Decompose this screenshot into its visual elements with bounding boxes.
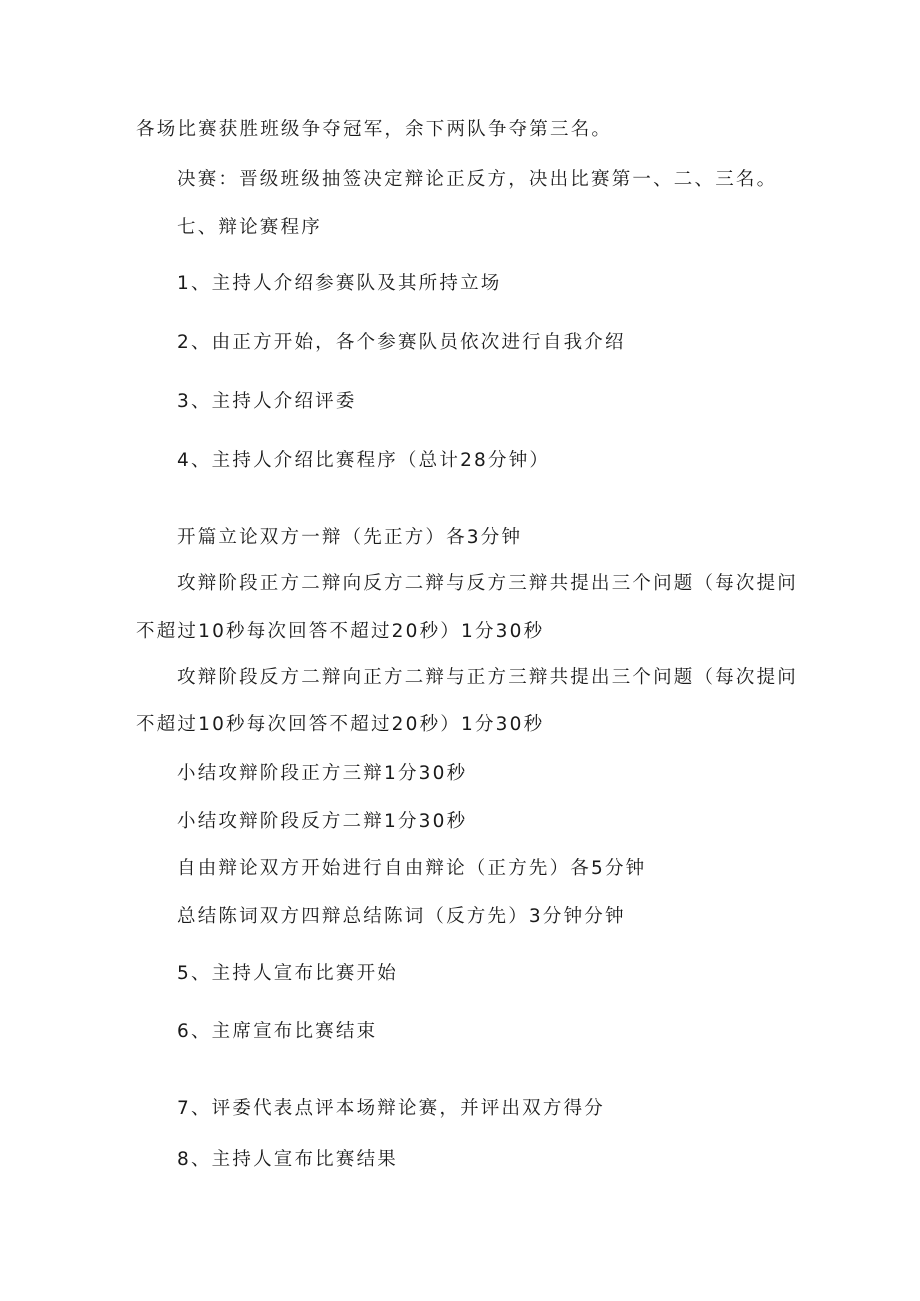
- list-item: 8、主持人宣布比赛结果: [177, 1149, 398, 1170]
- paragraph-line: 各场比赛获胜班级争夺冠军，余下两队争夺第三名。: [136, 119, 613, 140]
- procedure-line: 不超过10秒每次回答不超过20秒）1分30秒: [136, 714, 545, 735]
- procedure-line: 小结攻辩阶段正方三辩1分30秒: [177, 763, 468, 784]
- section-heading: 七、辩论赛程序: [177, 217, 322, 238]
- list-item: 1、主持人介绍参赛队及其所持立场: [177, 273, 502, 294]
- procedure-line: 不超过10秒每次回答不超过20秒）1分30秒: [136, 621, 545, 642]
- list-item: 4、主持人介绍比赛程序（总计28分钟）: [177, 450, 551, 471]
- procedure-line: 自由辩论双方开始进行自由辩论（正方先）各5分钟: [177, 858, 647, 879]
- list-item: 2、由正方开始，各个参赛队员依次进行自我介绍: [177, 332, 626, 353]
- paragraph-line: 决赛：晋级班级抽签决定辩论正反方，决出比赛第一、二、三名。: [177, 169, 778, 190]
- procedure-line: 攻辩阶段正方二辩向反方二辩与反方三辩共提出三个问题（每次提问: [177, 573, 799, 594]
- list-item: 6、主席宣布比赛结束: [177, 1021, 378, 1042]
- procedure-line: 攻辩阶段反方二辩向正方二辩与正方三辩共提出三个问题（每次提问: [177, 667, 799, 688]
- procedure-line: 总结陈词双方四辩总结陈词（反方先）3分钟分钟: [177, 906, 626, 927]
- list-item: 3、主持人介绍评委: [177, 391, 357, 412]
- list-item: 7、评委代表点评本场辩论赛，并评出双方得分: [177, 1098, 605, 1119]
- list-item: 5、主持人宣布比赛开始: [177, 963, 398, 984]
- procedure-line: 开篇立论双方一辩（先正方）各3分钟: [177, 527, 523, 548]
- procedure-line: 小结攻辩阶段反方二辩1分30秒: [177, 811, 468, 832]
